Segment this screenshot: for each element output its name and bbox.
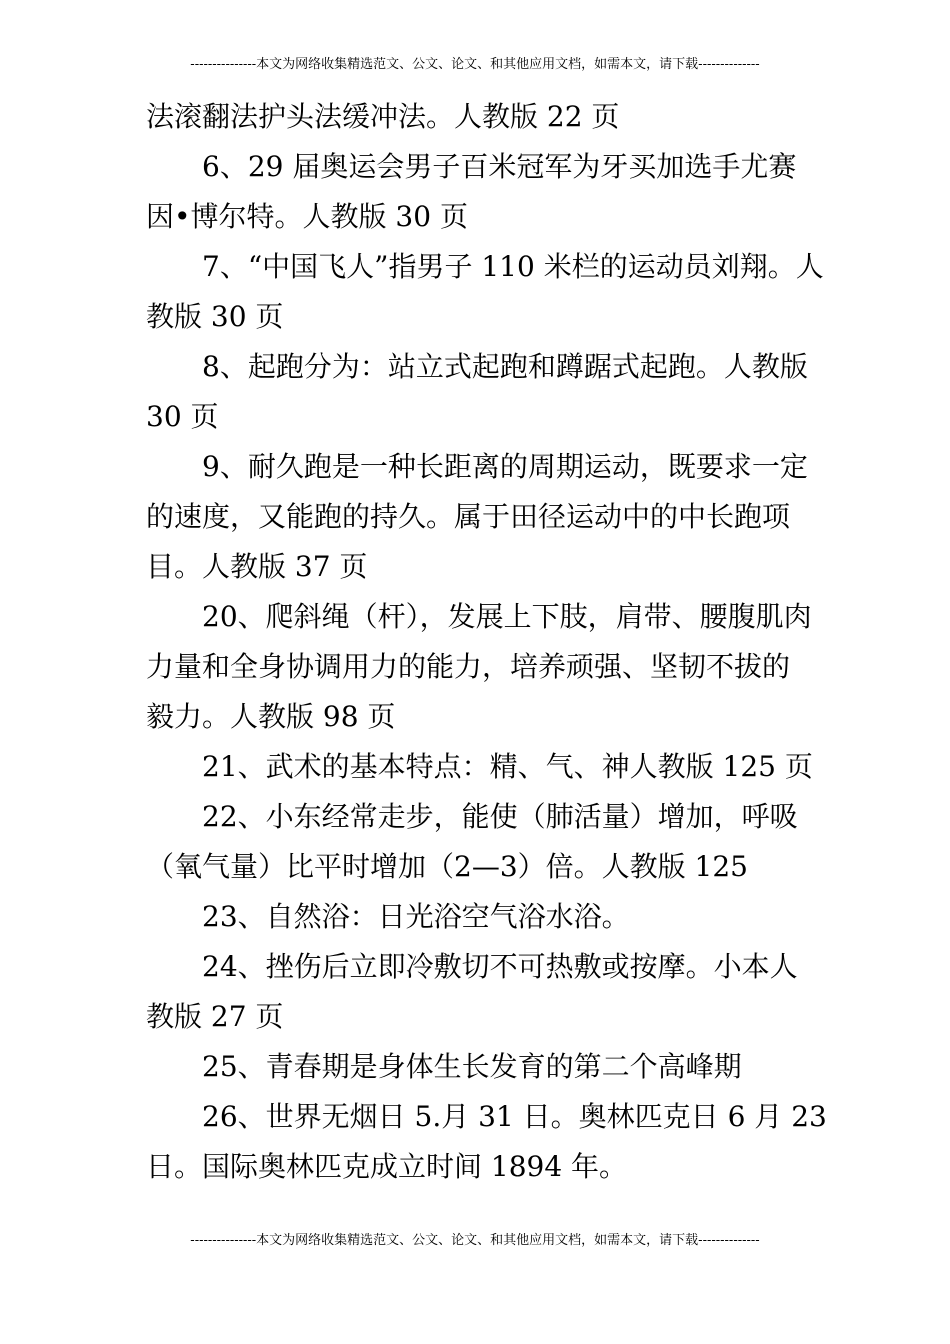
- running-header: ---------------本文为网络收集精选范文、公文、论文、和其他应用文档，如需本文，请下载--------------: [190, 57, 760, 72]
- text-line: 8、起跑分为：站立式起跑和蹲踞式起跑。人教版: [202, 350, 808, 383]
- text-line: 9、耐久跑是一种长距离的周期运动，既要求一定: [202, 450, 808, 483]
- text-line: 6、29 届奥运会男子百米冠军为牙买加选手尤赛: [202, 150, 797, 183]
- running-footer: ---------------本文为网络收集精选范文、公文、论文、和其他应用文档，如需本文，请下载--------------: [190, 1233, 760, 1248]
- document-body: [146, 92, 827, 1192]
- text-line: 法滚翻法护头法缓冲法。人教版 22 页: [146, 100, 620, 133]
- text-line: 20、爬斜绳（杆），发展上下肢，肩带、腰腹肌肉: [202, 600, 812, 633]
- text-line: 26、世界无烟日 5.月 31 日。奥林匹克日 6 月 23: [202, 1100, 827, 1133]
- text-line: （氧气量）比平时增加（2—3）倍。人教版 125: [146, 850, 748, 883]
- text-line: 教版 30 页: [146, 300, 284, 333]
- text-line: 因•博尔特。人教版 30 页: [146, 200, 468, 233]
- text-line: 7、“中国飞人”指男子 110 米栏的运动员刘翔。人: [202, 250, 824, 283]
- text-line: 目。人教版 37 页: [146, 550, 368, 583]
- text-line: 23、自然浴：日光浴空气浴水浴。: [202, 900, 630, 933]
- text-line: 力量和全身协调用力的能力，培养顽强、坚韧不拔的: [146, 650, 791, 683]
- text-line: 21、武术的基本特点：精、气、神人教版 125 页: [202, 750, 813, 783]
- text-line: 25、青春期是身体生长发育的第二个高峰期: [202, 1050, 742, 1083]
- text-line: 毅力。人教版 98 页: [146, 700, 396, 733]
- text-line: 24、挫伤后立即冷敷切不可热敷或按摩。小本人: [202, 950, 798, 983]
- text-line: 的速度，又能跑的持久。属于田径运动中的中长跑项: [146, 500, 791, 533]
- text-line: 30 页: [146, 400, 219, 433]
- text-line: 教版 27 页: [146, 1000, 284, 1033]
- text-line: 日。国际奥林匹克成立时间 1894 年。: [146, 1150, 628, 1183]
- text-line: 22、小东经常走步，能使（肺活量）增加，呼吸: [202, 800, 798, 833]
